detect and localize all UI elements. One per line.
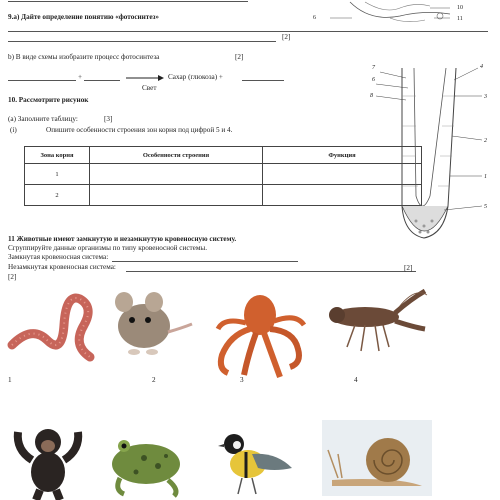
q9b-marks: [2] (235, 53, 244, 61)
q10-marks: [3] (104, 115, 113, 123)
q11-marks: [2] (404, 264, 413, 272)
open-system-label: Незамкнутая кровеносная система: (8, 263, 116, 271)
table-row (25, 164, 422, 185)
frog-image[interactable] (104, 428, 190, 498)
table-header: Зона корня (25, 147, 90, 164)
answer-blank[interactable] (8, 80, 76, 81)
figure-label: 3 (484, 94, 487, 100)
table-cell-input[interactable] (90, 185, 263, 206)
table-row (25, 185, 422, 206)
q9a-title: 9.a) Дайте определение понятию «фотосинтез» (8, 13, 160, 21)
arrow-icon (126, 74, 166, 82)
animal-number: 4 (354, 376, 358, 384)
answer-line[interactable] (112, 261, 298, 262)
table-cell: 1 (25, 164, 90, 185)
figure-label: 4 (480, 64, 483, 70)
earthworm-image[interactable] (2, 285, 97, 370)
table-cell: 2 (25, 185, 90, 206)
q10-sub-num: (i) (10, 126, 17, 134)
animal-number: 3 (240, 376, 244, 384)
q11-instruction: Сгруппируйте данные организмы по типу кровеносной системы. (8, 244, 208, 252)
answer-blank[interactable] (84, 80, 120, 81)
animal-number: 2 (152, 376, 156, 384)
answer-blank[interactable] (242, 80, 284, 81)
q11-marks-left: [2] (8, 273, 17, 281)
figure-label: 1 (484, 174, 487, 180)
answer-line[interactable] (126, 271, 416, 272)
figure-label: 6 (313, 15, 316, 21)
answer-line[interactable] (8, 31, 488, 32)
figure-label: 6 (372, 77, 375, 83)
animal-number: 1 (8, 376, 12, 384)
answer-line[interactable] (8, 41, 276, 42)
crayfish-image[interactable] (325, 285, 430, 360)
table-cell-input[interactable] (90, 164, 263, 185)
table-header: Особенности строения (90, 147, 263, 164)
q11-title: 11 Животные имеют замкнутую и незамкнутую кровеносную систему. (8, 235, 237, 243)
q10-fill-table: (а) Заполните таблицу: (8, 115, 78, 123)
plus-sign: + (78, 73, 83, 81)
figure-label: 7 (372, 65, 375, 71)
q10-title: 10. Рассмотрите рисунок (8, 96, 89, 104)
figure-label: 10 (457, 5, 463, 11)
root-zones-table (24, 146, 422, 206)
great-tit-image[interactable] (212, 428, 296, 498)
figure-label: 5 (484, 204, 487, 210)
root-diagram (366, 56, 496, 246)
closed-system-label: Замкнутая кровеносная система: (8, 253, 109, 261)
snail-image[interactable] (322, 420, 432, 496)
figure-label: 11 (457, 16, 463, 22)
figure-label: 2 (484, 138, 487, 144)
q10-sub-text: Опишите особенности строения зон корня под цифрой 5 и 4. (46, 126, 233, 134)
q9a-marks: [2] (282, 33, 291, 41)
octopus-image[interactable] (210, 285, 310, 385)
figure-label: 8 (370, 93, 373, 99)
leaf-diagram-fragment (330, 0, 460, 26)
answer-line-top (8, 1, 248, 2)
chimpanzee-image[interactable] (8, 420, 88, 500)
product-label: Сахар (глюкоза) + (168, 73, 223, 81)
table-header: Функция (263, 147, 422, 164)
light-label: Свет (142, 84, 157, 92)
q9b-title: b) В виде схемы изобразите процесс фотосинтеза (8, 53, 160, 61)
mouse-image[interactable] (110, 280, 194, 362)
